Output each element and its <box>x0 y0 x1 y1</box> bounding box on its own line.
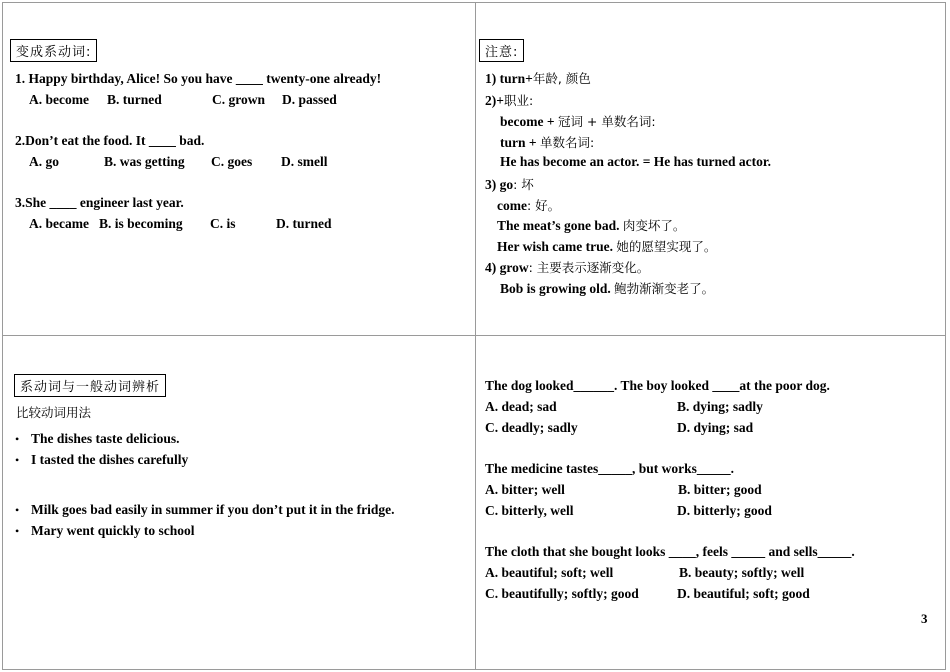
note-line-11: Bob is growing old. 鲍勃渐渐变老了。 <box>500 281 715 296</box>
bullet-item: I tasted the dishes carefully <box>31 452 189 467</box>
note-line-1: 1) turn+年龄, 颜色 <box>485 71 591 86</box>
note-line-7: come: 好。 <box>497 198 561 213</box>
br-q1-option-a: A. dead; sad <box>485 399 557 414</box>
br-q2-option-d: D. bitterly; good <box>677 503 772 518</box>
br-q2-option-a: A. bitter; well <box>485 482 565 497</box>
q2-option-a: A. go <box>29 154 59 169</box>
note-line-5: He has become an actor. = He has turned actor. <box>500 154 772 169</box>
br-q1-option-d: D. dying; sad <box>677 420 754 435</box>
br-q2-option-c: C. bitterly, well <box>485 503 574 518</box>
page-number: 3 <box>921 611 928 626</box>
note-line-3: become + 冠词 + 单数名词: <box>500 114 656 129</box>
heading-verb-comparison: 系动词与一般动词辨析 <box>14 374 166 397</box>
bullet-dot: • <box>15 524 20 538</box>
q2-stem: 2.Don’t eat the food. It ____ bad. <box>15 133 205 148</box>
q3-option-d: D. turned <box>276 216 332 231</box>
heading-note: 注意: <box>479 39 524 62</box>
q3-option-c: C. is <box>210 216 236 231</box>
br-q3-option-b: B. beauty; softly; well <box>679 565 805 580</box>
q3-option-a: A. became <box>29 216 89 231</box>
note-line-6: 3) go: 坏 <box>485 177 534 192</box>
q1-stem: 1. Happy birthday, Alice! So you have ____ twenty-one already! <box>15 71 382 86</box>
br-q2-stem: The medicine tastes_____, but works_____. <box>485 461 734 476</box>
q2-option-c: C. goes <box>211 154 253 169</box>
br-q3-option-d: D. beautiful; soft; good <box>677 586 810 601</box>
br-q1-option-c: C. deadly; sadly <box>485 420 578 435</box>
q2-option-d: D. smell <box>281 154 328 169</box>
br-q1-stem: The dog looked______. The boy looked ____at the poor dog. <box>485 378 830 393</box>
note-line-2: 2)+职业: <box>485 93 534 108</box>
br-q2-option-b: B. bitter; good <box>678 482 762 497</box>
bullet-dot: • <box>15 453 20 467</box>
q3-stem: 3.She ____ engineer last year. <box>15 195 184 210</box>
panel-bottom-left <box>0 336 475 670</box>
bullet-item: The dishes taste delicious. <box>31 431 180 446</box>
bullet-item: Milk goes bad easily in summer if you don’t put it in the fridge. <box>31 502 395 517</box>
bullet-item: Mary went quickly to school <box>31 523 195 538</box>
note-line-4: turn + 单数名词: <box>500 135 595 150</box>
panel-top-right <box>476 0 948 335</box>
q1-option-c: C. grown <box>212 92 266 107</box>
bullet-dot: • <box>15 432 20 446</box>
subheading-compare-usage: 比较动词用法 <box>16 405 92 420</box>
panel-bottom-right <box>476 336 948 670</box>
note-line-9: Her wish came true. 她的愿望实现了。 <box>497 239 717 254</box>
br-q1-option-b: B. dying; sadly <box>677 399 763 414</box>
q1-option-a: A. become <box>29 92 89 107</box>
br-q3-option-c: C. beautifully; softly; good <box>485 586 639 601</box>
note-line-8: The meat’s gone bad. 肉变坏了。 <box>497 218 686 233</box>
note-line-10: 4) grow: 主要表示逐渐变化。 <box>485 260 650 275</box>
q3-option-b: B. is becoming <box>99 216 183 231</box>
br-q3-option-a: A. beautiful; soft; well <box>485 565 614 580</box>
q1-option-b: B. turned <box>107 92 162 107</box>
bullet-dot: • <box>15 503 20 517</box>
q1-option-d: D. passed <box>282 92 337 107</box>
q2-option-b: B. was getting <box>104 154 185 169</box>
heading-linking-verbs: 变成系动词: <box>10 39 97 62</box>
panel-top-left <box>0 0 475 335</box>
br-q3-stem: The cloth that she bought looks ____, feels _____ and sells_____. <box>485 544 855 559</box>
